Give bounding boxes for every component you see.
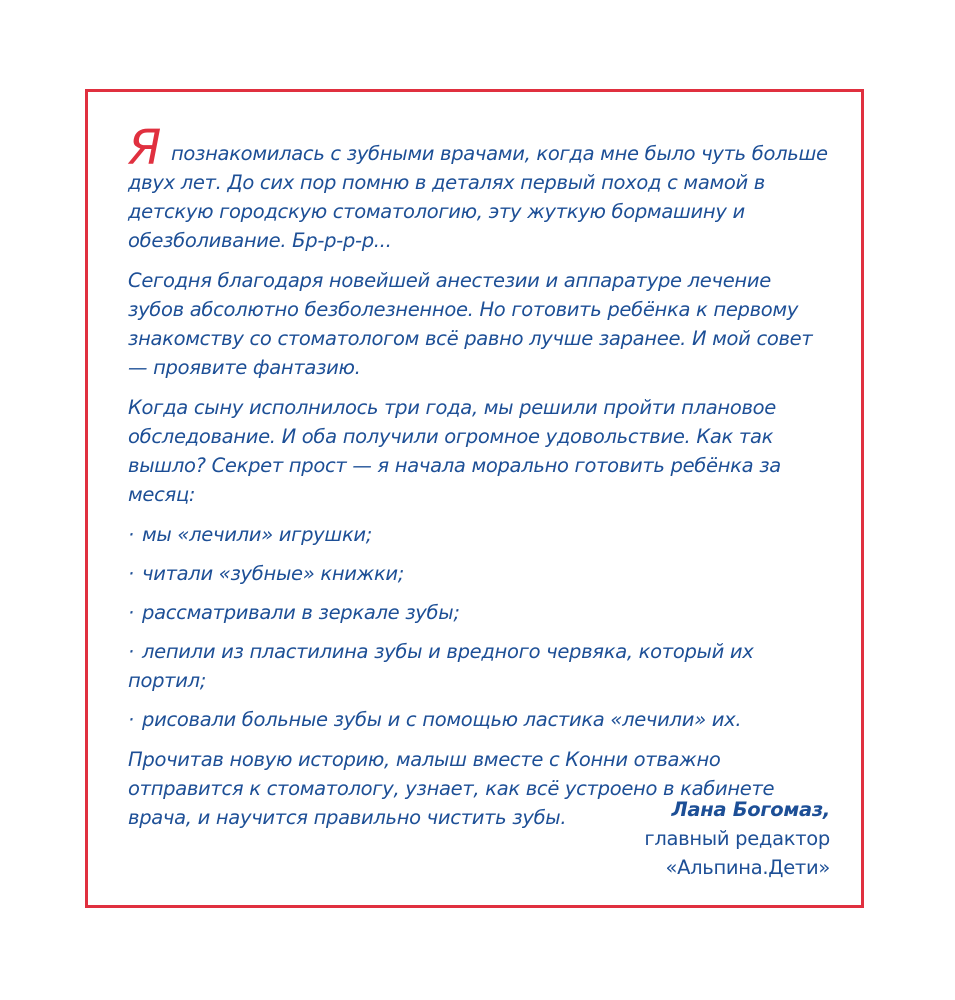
bullet-dot: ·: [128, 601, 134, 624]
signature-block: [644, 795, 830, 882]
bullet-dot: ·: [128, 708, 134, 731]
paragraph-4: Прочитав новую историю, малыш вместе с Конни отважно отправится к стоматологу, узнает, как всё устроено в кабинете врача, и научится правильно чистить зубы.: [128, 748, 775, 829]
bullet-list: [128, 520, 828, 734]
bullet-dot: ·: [128, 640, 134, 663]
drop-cap: Я: [128, 120, 162, 176]
list-item: [128, 637, 828, 695]
paragraph-1: [128, 120, 828, 255]
bullet-dot: ·: [128, 562, 134, 585]
list-item-text: рисовали больные зубы и с помощью ластика «лечили» их.: [142, 708, 742, 731]
foreword-text: [128, 120, 828, 843]
paragraph-3: Когда сыну исполнилось три года, мы решили пройти плановое обследование. И оба получили огромное удовольствие. Как так вышло? Секрет прост — я начала морально готовить ребёнка за месяц:: [128, 396, 781, 506]
list-item-text: лепили из пластилина зубы и вредного червяка, который их портил;: [128, 640, 754, 692]
list-item: [128, 520, 828, 549]
list-item: [128, 559, 828, 588]
list-item-text: рассматривали в зеркале зубы;: [142, 601, 460, 624]
list-item: [128, 705, 828, 734]
list-item-text: читали «зубные» книжки;: [142, 562, 405, 585]
list-item: [128, 598, 828, 627]
publisher-name: «Альпина.Дети»: [665, 856, 830, 879]
paragraph-1-text: познакомилась с зубными врачами, когда мне было чуть больше двух лет. До сих пор помню в деталях первый поход с мамой в детскую городскую стоматологию, эту жуткую бормашину и обезболивание. Бр-р-р-р...: [128, 142, 828, 252]
paragraph-2: Сегодня благодаря новейшей анестезии и аппаратуре лечение зубов абсолютно безболезненное. Но готовить ребёнка к первому знакомству со стоматологом всё равно лучше заранее. И мой совет — проявите фантазию.: [128, 269, 813, 379]
author-role: главный редактор: [644, 827, 830, 850]
list-item-text: мы «лечили» игрушки;: [142, 523, 373, 546]
bullet-dot: ·: [128, 523, 134, 546]
author-name: Лана Богомаз,: [671, 798, 830, 821]
